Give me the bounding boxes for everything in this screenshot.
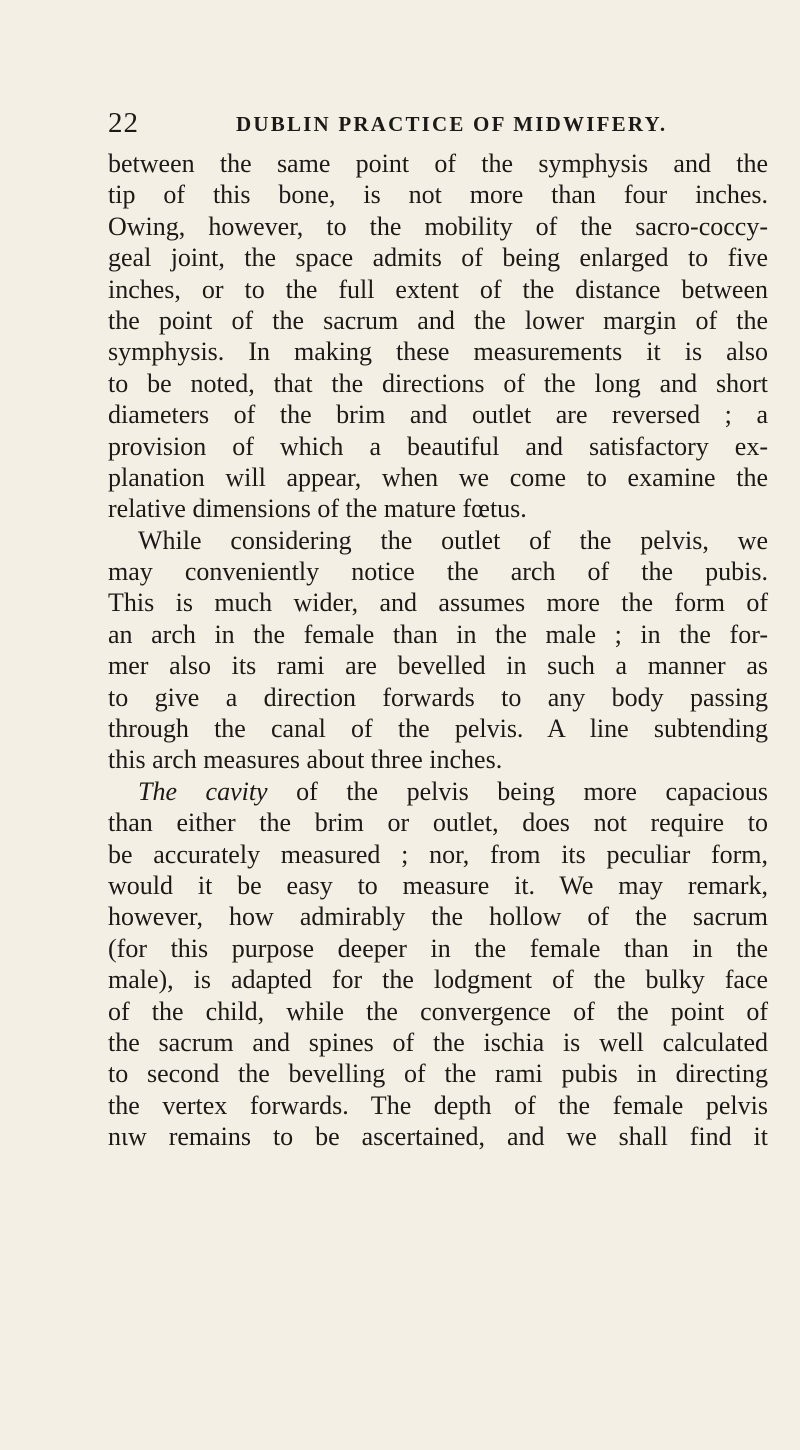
text-line: to give a direction forwards to any body passing xyxy=(108,682,768,712)
paragraph-2 xyxy=(108,525,768,776)
paragraph-1 xyxy=(108,148,768,525)
text-line: mer also its rami are bevelled in such a manner as xyxy=(108,651,768,681)
text-line: of the child, while the convergence of the point of xyxy=(108,996,768,1026)
text-line: the sacrum and spines of the ischia is well calculated xyxy=(108,1027,768,1057)
text-line: inches, or to the full extent of the distance between xyxy=(108,274,768,304)
text-line xyxy=(108,776,768,807)
text-line: this arch measures about three inches. xyxy=(108,745,503,775)
text-line: diameters of the brim and outlet are reversed ; a xyxy=(108,400,768,430)
text-line: may conveniently notice the arch of the pubis. xyxy=(108,557,768,587)
text-line: This is much wider, and assumes more the form of xyxy=(108,588,768,618)
text-line: male), is adapted for the lodgment of the bulky face xyxy=(108,965,768,995)
text-line: between the same point of the symphysis and the xyxy=(108,149,768,178)
text-line: to second the bevelling of the rami pubis in directing xyxy=(108,1059,768,1089)
text-line: tip of this bone, is not more than four inches. xyxy=(108,180,768,210)
text-line: be accurately measured ; nor, from its peculiar form, xyxy=(108,839,768,869)
text-line: provision of which a beautiful and satisfactory ex- xyxy=(108,431,768,461)
text-line: would it be easy to measure it. We may remark, xyxy=(108,870,768,900)
text-line: relative dimensions of the mature fœtus. xyxy=(108,494,527,524)
text-line: While considering the outlet of the pelvis, we xyxy=(138,525,768,555)
text-line: to be noted, that the directions of the long and short xyxy=(108,368,768,398)
body-text xyxy=(108,148,768,1153)
text-line: geal joint, the space admits of being enlarged to five xyxy=(108,243,768,273)
text-line: through the canal of the pelvis. A line subtending xyxy=(108,714,768,744)
text-line: Owing, however, to the mobility of the sacro-coccy- xyxy=(108,211,768,241)
paragraph-3 xyxy=(108,776,768,1153)
text-run: of the pelvis being more capacious xyxy=(267,776,768,806)
page-header xyxy=(108,103,768,143)
text-line: planation will appear, when we come to examine the xyxy=(108,462,768,492)
page-number: 22 xyxy=(108,107,139,139)
text-line: the vertex forwards. The depth of the female pelvis xyxy=(108,1090,768,1120)
text-line: nɩw remains to be ascertained, and we shall find it xyxy=(108,1122,768,1152)
text-line: (for this purpose deeper in the female than in the xyxy=(108,933,768,963)
italic-term: The cavity xyxy=(138,776,268,806)
text-line: an arch in the female than in the male ; in the for- xyxy=(108,619,768,649)
text-line: the point of the sacrum and the lower margin of the xyxy=(108,305,768,335)
running-title: DUBLIN PRACTICE OF MIDWIFERY. xyxy=(236,112,668,136)
text-line: symphysis. In making these measurements it is also xyxy=(108,337,768,367)
text-line: however, how admirably the hollow of the sacrum xyxy=(108,902,768,932)
text-line: than either the brim or outlet, does not require to xyxy=(108,808,768,838)
